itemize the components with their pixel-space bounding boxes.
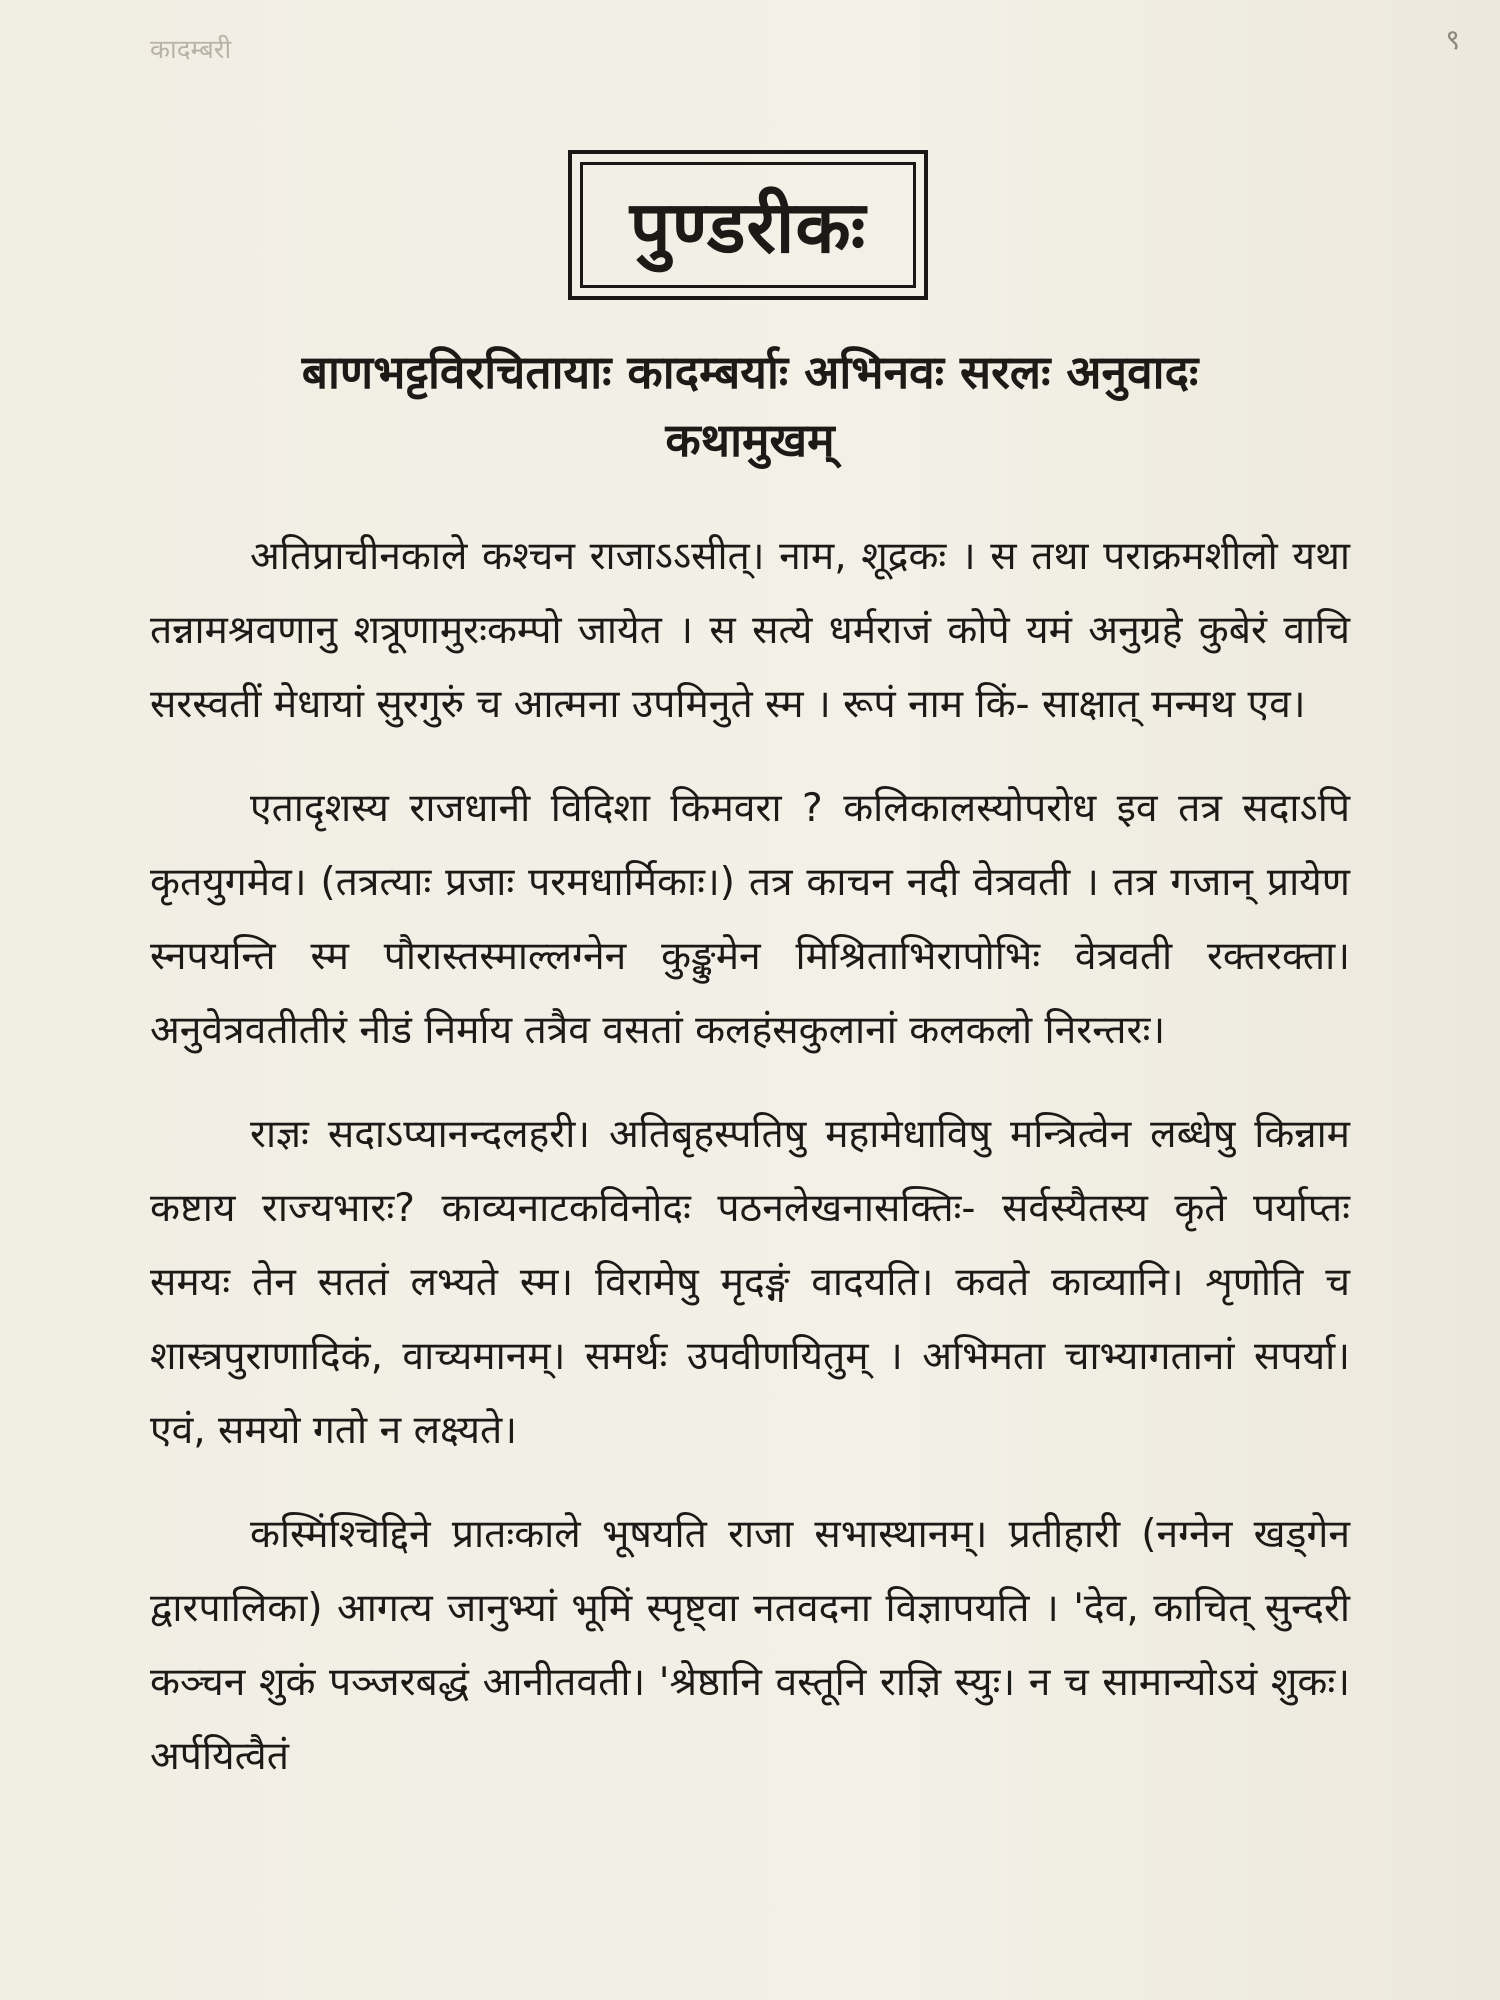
paragraph-2: एतादृशस्य राजधानी विदिशा किमवरा ? कलिकालस्योपरोध इव तत्र सदाऽपि कृतयुगमेव। (तत्रत्याः प्रजाः परमधार्मिकाः।) तत्र काचन नदी वेत्रवती । तत्र गजान् प्रायेण स्नपयन्ति स्म पौरास्तस्माल्लग्नेन कुङ्कुमेन मिश्रिताभिरापोभिः वेत्रवती रक्तरक्ता। अनुवेत्रवतीतीरं नीडं निर्माय तत्रैव वसतां कलहंसकुलानां कलकलो निरन्तरः। — [150, 786, 1350, 1053]
paragraph-4: कस्मिंश्चिद्दिने प्रातःकाले भूषयति राजा सभास्थानम्। प्रतीहारी (नग्नेन खड्गेन द्वारपालिका) आगत्य जानुभ्यां भूमिं स्पृष्ट्वा नतवदना विज्ञापयति । 'देव, काचित् सुन्दरी कञ्चन शुकं पञ्जरबद्धं आनीतवती। 'श्रेष्ठानि वस्तूनि राज्ञि स्युः। न च सामान्योऽयं शुकः। अर्पयित्वैतं — [150, 1512, 1350, 1779]
section-title: कथामुखम् — [665, 413, 835, 467]
paragraph-3: राज्ञः सदाऽप्यानन्दलहरी। अतिबृहस्पतिषु महामेधाविषु मन्त्रित्वेन लब्धेषु किन्नाम कष्टाय राज्यभारः? काव्यनाटकविनोदः पठनलेखनासक्तिः- सर्वस्यैतस्य कृते पर्याप्तः समयः तेन सततं लभ्यते स्म। विरामेषु मृदङ्गं वादयति। कवते काव्यानि। शृणोति च शास्त्रपुराणादिकं, वाच्यमानम्। समर्थः उपवीणयितुम् । अभिमता चाभ्यागतानां सपर्या। एवं, समयो गतो न लक्ष्यते। — [150, 1112, 1350, 1453]
title-inner-frame — [580, 162, 916, 288]
page-number: ९ — [1445, 23, 1460, 56]
chapter-title: पुण्डरीकः — [629, 185, 867, 269]
body-text — [150, 520, 1350, 1824]
running-head: कादम्बरी — [150, 35, 232, 65]
chapter-subtitle: बाणभट्टविरचितायाः कादम्बर्याः अभिनवः सरलः अनुवादः — [301, 345, 1199, 399]
title-frame — [568, 150, 928, 300]
paragraph-1: अतिप्राचीनकाले कश्चन राजाऽऽसीत्। नाम, शूद्रकः । स तथा पराक्रमशीलो यथा तन्नामश्रवणानु शत्रूणामुरःकम्पो जायेत । स सत्ये धर्मराजं कोपे यमं अनुग्रहे कुबेरं वाचि सरस्वतीं मेधायां सुरगुरुं च आत्मना उपमिनुते स्म । रूपं नाम किं- साक्षात् मन्मथ एव। — [150, 534, 1350, 727]
